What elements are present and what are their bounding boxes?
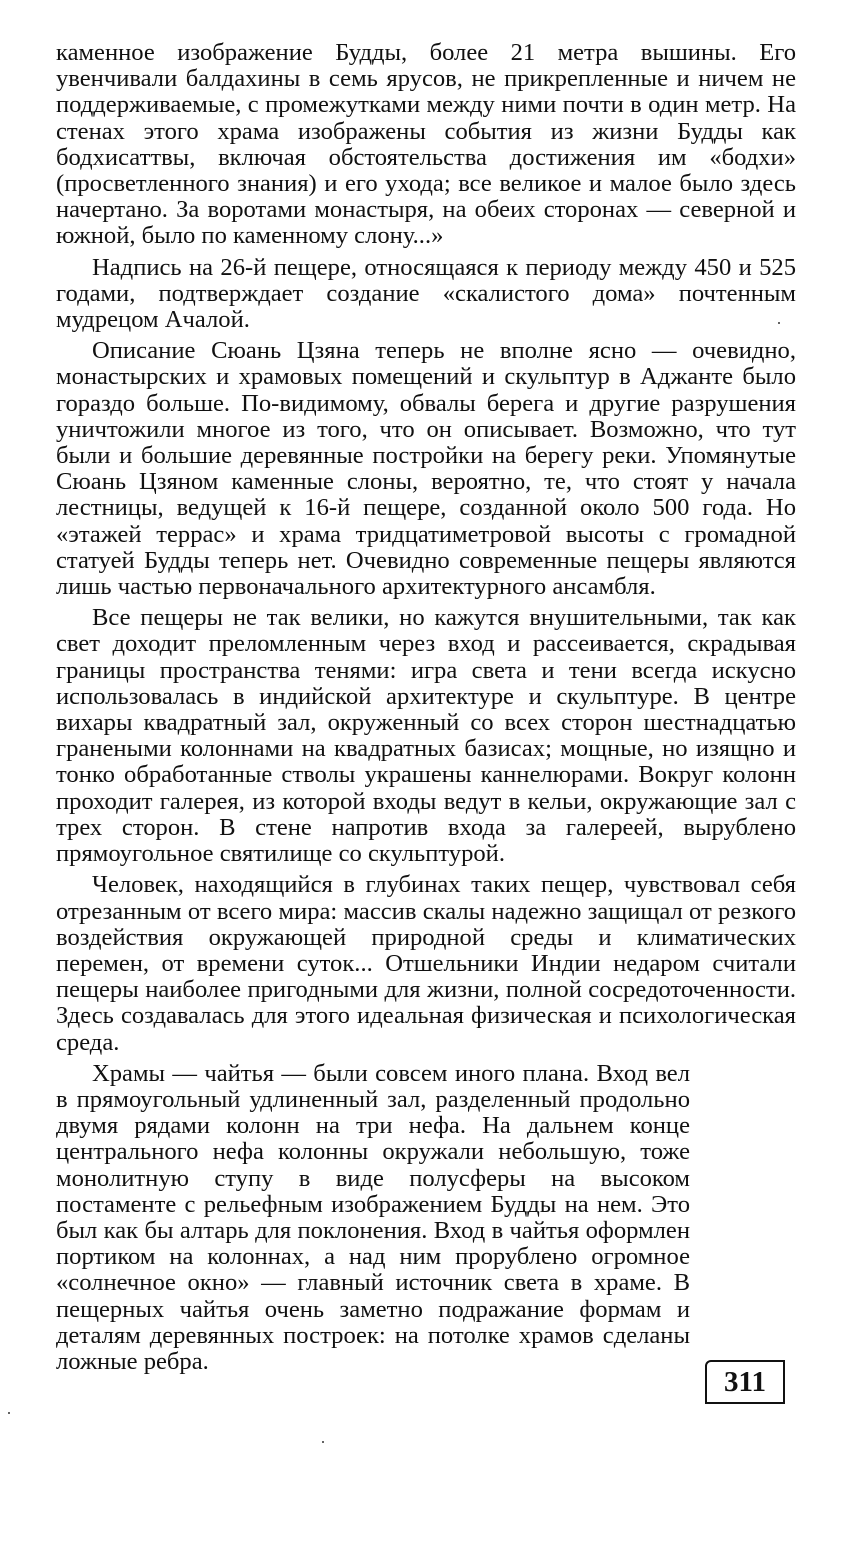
scan-speck	[322, 1441, 324, 1443]
paragraph-6: Храмы — чайтья — были совсем иного плана. Вход вел в прямоугольный удлиненный зал, разделенный продольно двумя рядами колонн на три нефа. На дальнем конце центрального нефа колонны окружали небольшую, тоже монолитную ступу в виде полусферы на высоком постаменте с рельефным изображением Будды на нем. Это был как бы алтарь для поклонения. Вход в чайтья оформлен портиком на колоннах, а над ним прорублено огромное «солнечное окно» — главный источник света в храме. В пещерных чайтья очень заметно подражание формам и деталям деревянных построек: на потолке храмов сделаны ложные ребра.	[56, 1059, 690, 1375]
paragraph-4: Все пещеры не так велики, но кажутся внушительными, так как свет доходит преломленным через вход и рассеивается, скрадывая границы пространства тенями: игра света и тени всегда искусно использовалась в индийской архитектуре и скульптуре. В центре вихары квадратный зал, окруженный со всех сторон шестнадцатью гранеными колоннами на квадратных базисах; мощные, но изящно и тонко обработанные стволы украшены каннелюрами. Вокруг колонн проходит галерея, из которой входы ведут в кельи, окружающие зал с трех сторон. В стене напротив входа за галереей, вырублено прямоугольное святилище со скульптурой.	[56, 604, 796, 868]
scan-speck	[778, 322, 780, 324]
page-body	[56, 40, 796, 1380]
paragraph-3: Описание Сюань Цзяна теперь не вполне ясно — очевидно, монастырских и храмовых помещений и скульптур в Аджанте было гораздо больше. По-видимому, обвалы берега и другие разрушения уничтожили многое из того, что он описывает. Возможно, что тут были и большие деревянные постройки на берегу реки. Упомянутые Сюань Цзяном каменные слоны, вероятно, те, что стоят у начала лестницы, ведущей к 16-й пещере, созданной около 500 года. Но «этажей террас» и храма тридцатиметровой высоты с громадной статуей Будды теперь нет. Очевидно современные пещеры являются лишь частью первоначального архитектурного ансамбля.	[56, 337, 796, 601]
page-number: 311	[705, 1360, 785, 1404]
paragraph-1: каменное изображение Будды, более 21 метра вышины. Его увенчивали балдахины в семь ярусов, не прикрепленные и ничем не поддерживаемые, с промежутками между ними почти в один метр. На стенах этого храма изображены события из жизни Будды как бодхисаттвы, включая обстоятельства достижения им «бодхи» (просветленного знания) и его ухода; все великое и малое было здесь начертано. За воротами монастыря, на обеих сторонах — северной и южной, было по каменному слону...»	[56, 39, 796, 250]
paragraph-5: Человек, находящийся в глубинах таких пещер, чувствовал себя отрезанным от всего мира: массив скалы надежно защищал от резкого воздействия окружающей природной среды и климатических перемен, от времени суток... Отшельники Индии недаром считали пещеры наиболее пригодными для жизни, полной сосредоточенности. Здесь создавалась для этого идеальная физическая и психологическая среда.	[56, 871, 796, 1056]
paragraph-2: Надпись на 26-й пещере, относящаяся к периоду между 450 и 525 годами, подтверждает создание «скалистого дома» почтенным мудрецом Ачалой.	[56, 253, 796, 334]
scan-speck	[8, 1412, 10, 1414]
